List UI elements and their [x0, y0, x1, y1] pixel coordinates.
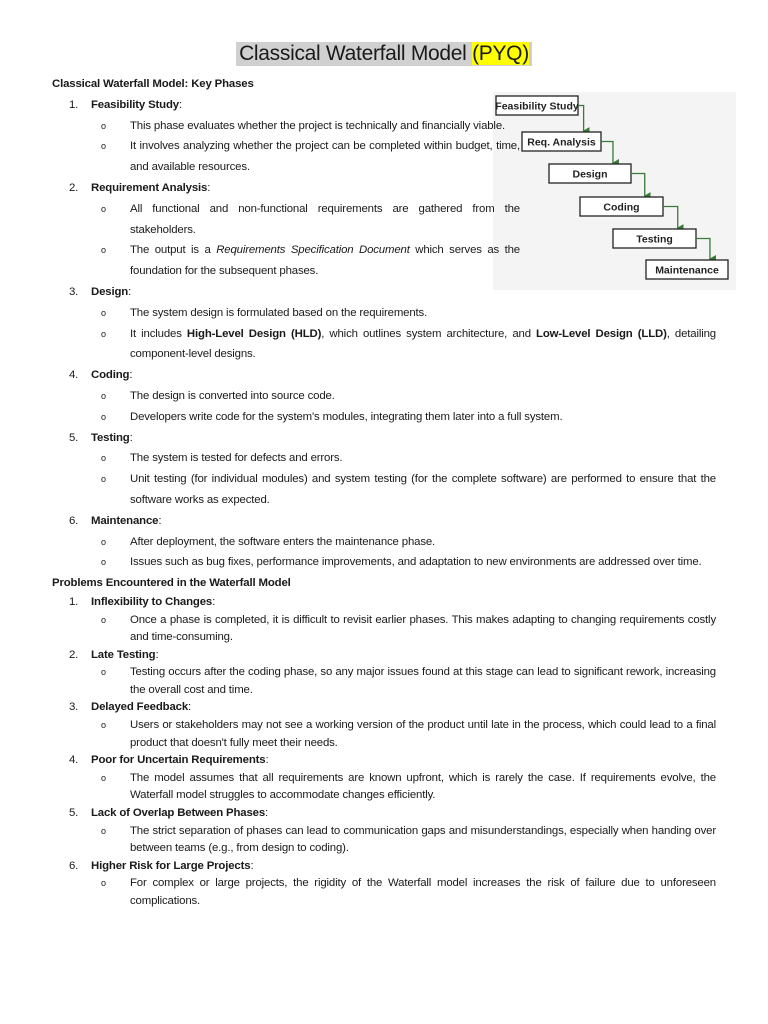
bullet-list [91, 116, 716, 178]
bullet-marker: o [101, 825, 106, 836]
item-colon: : [158, 514, 162, 527]
document-body [52, 74, 716, 911]
diagram-box-label: Feasibility Study [495, 100, 579, 113]
item-heading [91, 699, 716, 717]
item-colon: : [188, 701, 192, 714]
bullet-item [91, 552, 716, 573]
bullet-marker: o [101, 141, 106, 152]
bullet-text: Issues such as bug fixes, performance improvements, and adaptation to new environments are addressed over time. [130, 556, 702, 569]
bullet-marker: o [101, 536, 106, 547]
item-heading [91, 858, 716, 876]
problems-list [52, 594, 716, 911]
bullet-list [91, 823, 716, 858]
item-colon: : [212, 595, 216, 608]
list-item [52, 699, 716, 752]
bullet-marker: o [101, 614, 106, 625]
bullet-marker: o [101, 411, 106, 422]
bullet-list [91, 612, 716, 647]
item-number: 6. [69, 514, 79, 527]
bullet-item [91, 717, 716, 752]
bullet-text: Developers write code for the system's modules, integrating them later into a full system. [130, 410, 563, 423]
bullet-text: The strict separation of phases can lead to communication gaps and misunderstandings, especially when handing over between teams (e.g., from design to coding). [130, 824, 716, 855]
bullet-text: Once a phase is completed, it is difficult to revisit earlier phases. This makes adapting to changing requirements costly and time-consuming. [130, 613, 716, 644]
item-number: 2. [69, 181, 79, 194]
item-number: 3. [69, 701, 79, 714]
phases-list [52, 95, 716, 573]
bullet-list [91, 448, 716, 510]
item-heading [91, 752, 716, 770]
diagram-box-label: Testing [636, 233, 673, 246]
bullet-list [91, 717, 716, 752]
bullet-text: Testing occurs after the coding phase, so any major issues found at this stage can lead to significant rework, increasing the overall cost and time. [130, 666, 716, 696]
bullet-list [91, 875, 716, 910]
bullet-text: The model assumes that all requirements are known upfront, which is rarely the case. If requirements evolve, the Waterfall model struggles to accommodate changes efficiently. [130, 771, 716, 802]
bullet-item [91, 136, 520, 178]
bullet-list [91, 303, 716, 365]
list-item [52, 752, 716, 805]
item-colon: : [265, 807, 269, 820]
item-colon: : [129, 369, 133, 382]
item-name: Higher Risk for Large Projects [91, 859, 251, 872]
item-colon: : [265, 754, 269, 767]
bullet-list [91, 199, 716, 282]
item-name: Inflexibility to Changes [91, 595, 213, 608]
bullet-item [91, 664, 716, 699]
item-name: Late Testing [91, 648, 156, 661]
bold-text: High-Level Design (HLD) [186, 327, 322, 340]
item-number: 5. [69, 431, 79, 444]
title-highlight: (PYQ) [472, 42, 529, 65]
bullet-text: The system is tested for defects and errors. [130, 452, 343, 465]
list-item [52, 511, 716, 573]
list-item [52, 594, 716, 647]
bullet-marker: o [101, 667, 106, 678]
bullet-text: It involves analyzing whether the project can be completed within budget, time, and available resources. [130, 140, 520, 174]
list-item [52, 858, 716, 911]
item-heading [91, 282, 716, 303]
item-heading [91, 428, 716, 449]
bullet-text: Users or stakeholders may not see a working version of the product until late in the process, which could lead to a final product that doesn't fully meet their needs. [130, 719, 716, 749]
page-title [0, 42, 768, 66]
bullet-item [91, 386, 716, 407]
item-number: 1. [69, 98, 79, 111]
bullet-text: All functional and non-functional requirements are gathered from the stakeholders. [130, 202, 520, 236]
bullet-marker: o [101, 328, 106, 339]
item-number: 1. [69, 595, 79, 608]
problems-heading: Problems Encountered in the Waterfall Model [52, 577, 291, 590]
bold-text: Low-Level Design (LLD) [536, 327, 667, 340]
item-colon: : [129, 431, 133, 444]
diagram-box-label: Req. Analysis [527, 136, 596, 149]
bullet-list [91, 386, 716, 428]
bullet-item [91, 532, 716, 553]
bullet-text: After deployment, the software enters the maintenance phase. [130, 535, 436, 548]
item-colon: : [155, 648, 159, 661]
bullet-item [91, 770, 716, 805]
list-item [52, 178, 716, 282]
diagram-box-label: Design [572, 168, 608, 181]
bullet-marker: o [101, 307, 106, 318]
bullet-text: Unit testing (for individual modules) and system testing (for the complete software) are performed to ensure that the software works as expected. [130, 473, 716, 506]
diagram-box-label: Maintenance [655, 264, 719, 277]
bullet-item [91, 612, 716, 647]
bullet-text: The design is converted into source code. [130, 389, 335, 402]
item-number: 6. [69, 859, 79, 872]
bullet-text: For complex or large projects, the rigidity of the Waterfall model increases the risk of failure due to unforeseen complications. [130, 877, 716, 908]
item-name: Poor for Uncertain Requirements [91, 754, 266, 767]
item-heading [91, 178, 716, 199]
bullet-item [91, 823, 716, 858]
emphasized-text: Requirements Specification Document [216, 244, 410, 257]
phases-heading: Classical Waterfall Model: Key Phases [52, 78, 254, 90]
item-heading [91, 647, 716, 665]
title-main: Classical Waterfall Model [239, 42, 467, 65]
bullet-item [91, 303, 716, 324]
bullet-marker: o [101, 390, 106, 401]
item-name: Feasibility Study [91, 98, 179, 111]
bullet-item [91, 199, 520, 241]
bullet-item [91, 324, 716, 366]
bullet-item [91, 240, 520, 282]
item-colon: : [207, 181, 211, 194]
bullet-marker: o [101, 772, 106, 783]
item-name: Maintenance [91, 514, 159, 527]
item-number: 4. [69, 754, 79, 767]
bullet-marker: o [101, 203, 106, 214]
item-heading [91, 511, 716, 532]
bullet-marker: o [101, 720, 106, 731]
item-heading [91, 594, 716, 612]
bullet-item [91, 116, 520, 137]
bullet-item [91, 469, 716, 511]
item-number: 4. [69, 369, 79, 382]
bullet-item [91, 448, 716, 469]
bullet-marker: o [101, 878, 106, 889]
list-item [52, 95, 716, 178]
item-heading [91, 805, 716, 823]
list-item [52, 365, 716, 427]
bullet-list [91, 664, 716, 699]
item-number: 2. [69, 648, 79, 661]
item-heading [91, 365, 716, 386]
bullet-text: , which outlines system architecture, and [321, 327, 537, 340]
title-text [236, 42, 532, 66]
bullet-marker: o [101, 474, 106, 485]
item-number: 5. [69, 807, 79, 820]
bullet-list [91, 532, 716, 574]
bullet-marker: o [101, 245, 106, 256]
list-item [52, 428, 716, 511]
bullet-text: The output is a [130, 244, 217, 257]
item-number: 3. [69, 285, 79, 298]
list-item [52, 647, 716, 700]
item-heading [91, 95, 716, 116]
item-name: Testing [91, 431, 130, 444]
bullet-text: which serves as the foundation for the subsequent phases. [130, 244, 520, 278]
diagram-box-label: Coding [603, 201, 640, 214]
item-name: Requirement Analysis [91, 181, 208, 194]
bullet-text: The system design is formulated based on the requirements. [130, 306, 428, 319]
bullet-list [91, 770, 716, 805]
bullet-text: It includes [130, 327, 187, 340]
item-colon: : [178, 98, 182, 111]
bullet-item [91, 875, 716, 910]
item-colon: : [128, 285, 132, 298]
bullet-text: , detailing component-level designs. [130, 327, 716, 361]
item-name: Coding [91, 369, 130, 382]
item-name: Lack of Overlap Between Phases [91, 807, 266, 820]
bullet-text: This phase evaluates whether the project is technically and financially viable. [130, 119, 506, 132]
bullet-item [91, 407, 716, 428]
list-item [52, 805, 716, 858]
bullet-marker: o [101, 557, 106, 568]
bullet-marker: o [101, 453, 106, 464]
list-item [52, 282, 716, 365]
item-colon: : [250, 859, 254, 872]
item-name: Delayed Feedback [91, 701, 189, 714]
item-name: Design [91, 285, 129, 298]
bullet-marker: o [101, 120, 106, 131]
